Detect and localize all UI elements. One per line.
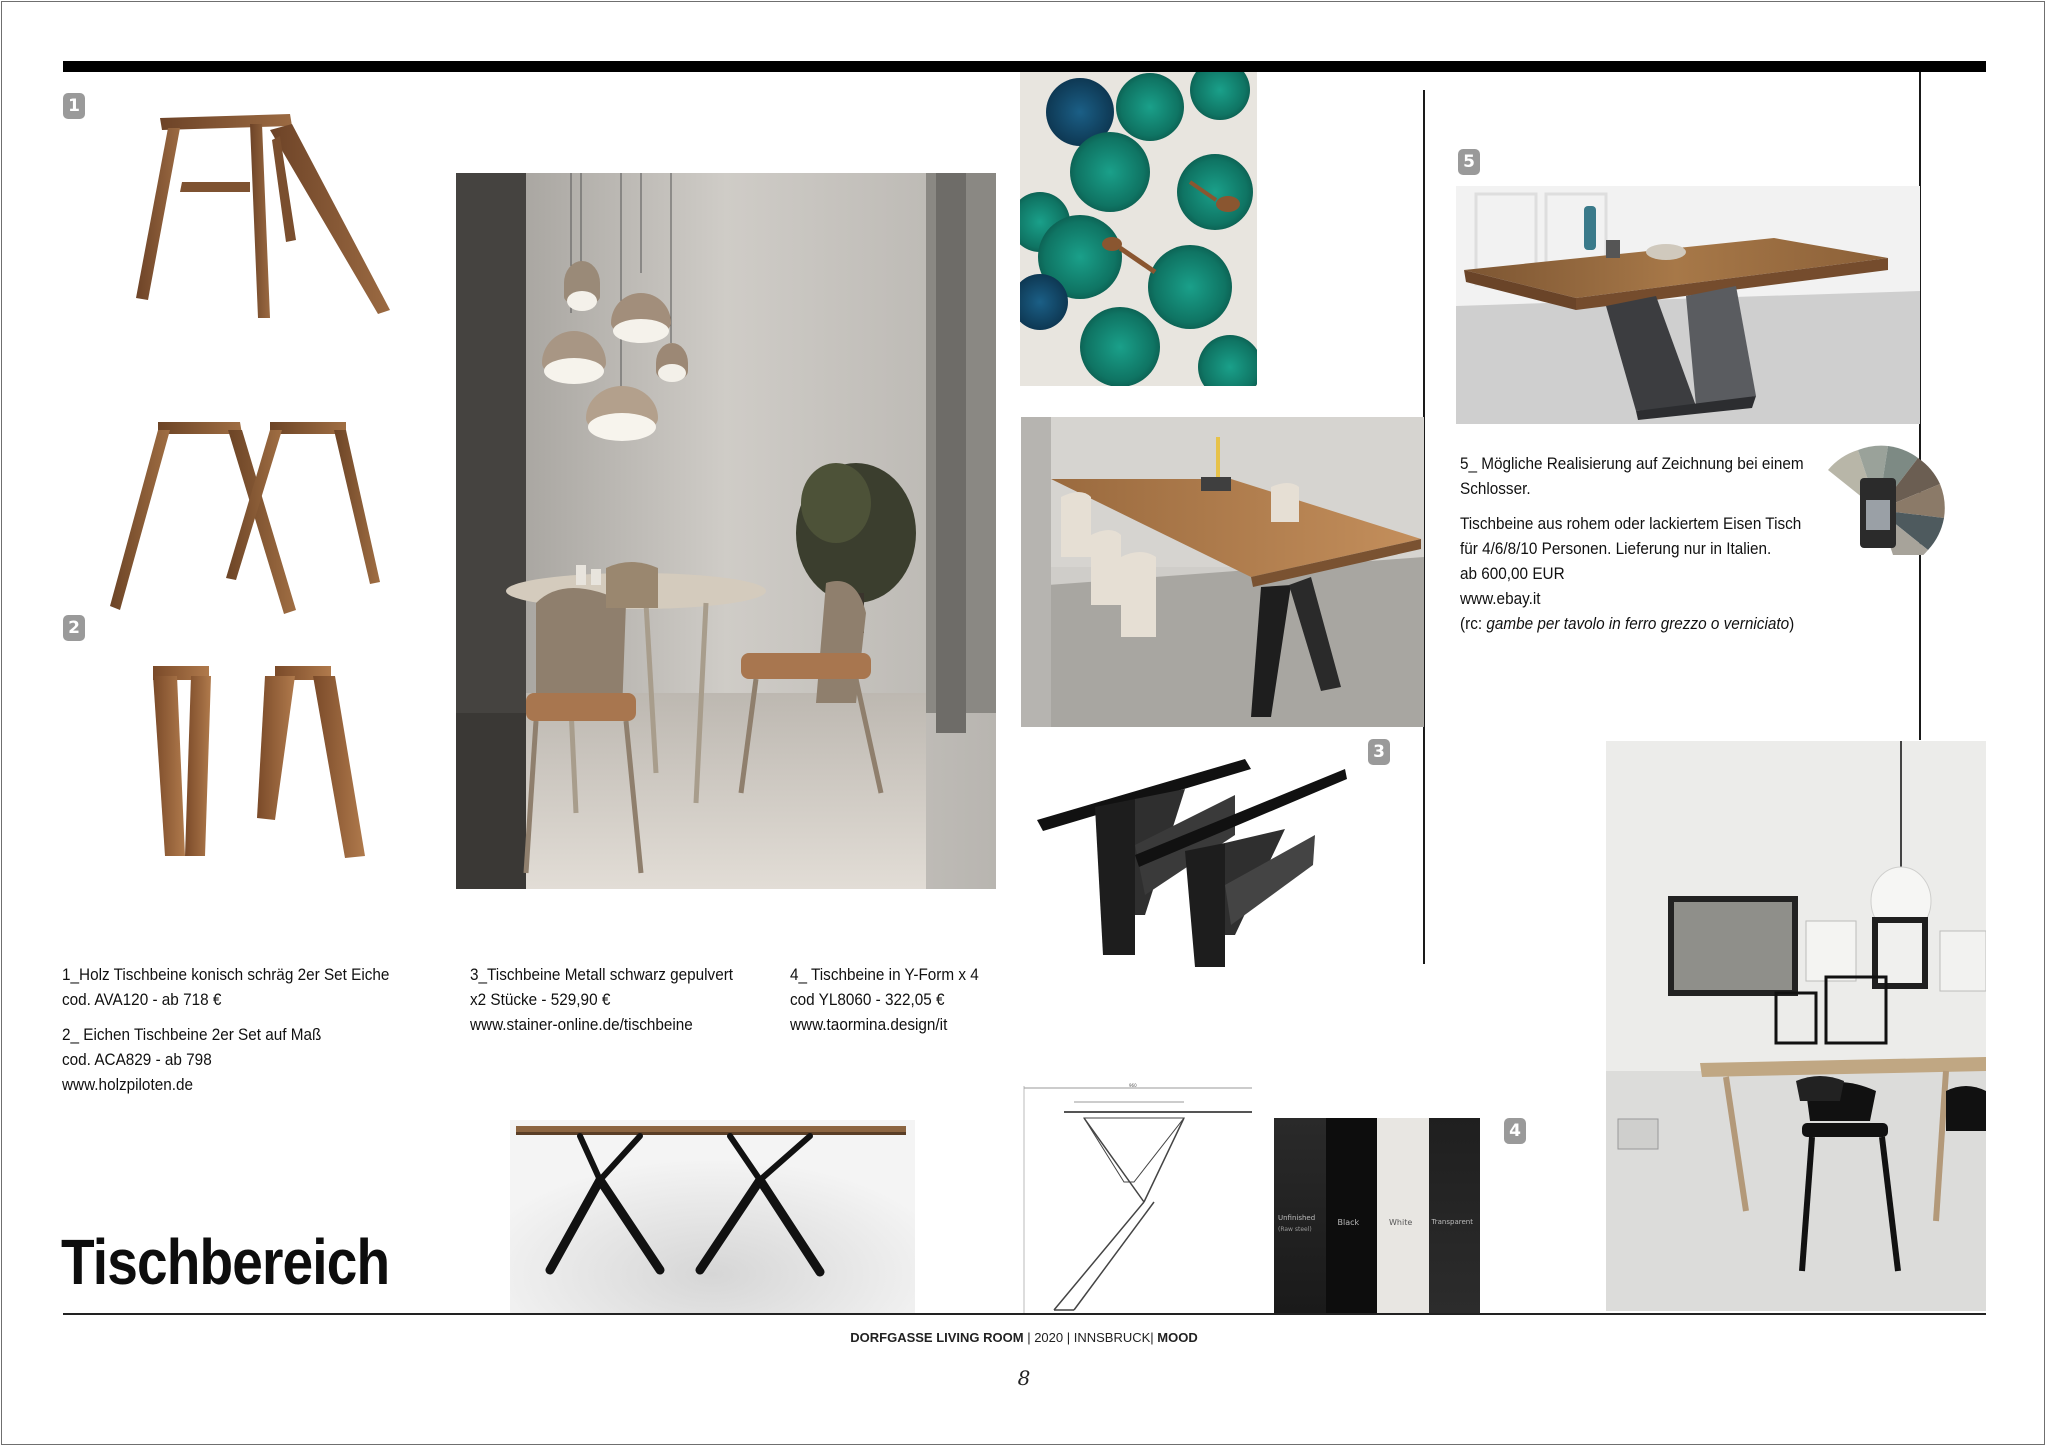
- caption-line: 5_ Mögliche Realisierung auf Zeichnung bei einem: [1460, 454, 1804, 473]
- badge-4: 4: [1504, 1118, 1526, 1144]
- swatch-unfinished: [1274, 1118, 1326, 1313]
- caption-line: ab 600,00 EUR: [1460, 564, 1565, 583]
- dining-room-photo: [456, 173, 996, 889]
- footer-text: |: [1150, 1330, 1158, 1345]
- caption-line: Tischbeine aus rohem oder lackiertem Eisen Tisch: [1460, 514, 1802, 533]
- caption-text: (rc:: [1460, 614, 1487, 633]
- wooden-block-legs-image: [135, 660, 375, 870]
- footer-mood: MOOD: [1157, 1330, 1198, 1345]
- wooden-trestle-legs-image: [110, 410, 400, 620]
- teal-plates-photo: [1020, 72, 1257, 386]
- footer-text: | 2020 |: [1023, 1330, 1074, 1345]
- footer-city: INNSBRUCK: [1073, 1330, 1151, 1345]
- caption-link[interactable]: www.taormina.design/it: [790, 1015, 948, 1034]
- swatch-label: (Raw steel): [1278, 1226, 1312, 1233]
- caption-line: 4_ Tischbeine in Y-Form x 4: [790, 965, 979, 984]
- swatch-black: [1326, 1118, 1378, 1313]
- footer: [0, 1330, 2048, 1345]
- badge-5: 5: [1458, 149, 1480, 175]
- caption-line: [1460, 611, 1804, 636]
- swatch-label: Unfinished: [1278, 1214, 1316, 1222]
- y-leg-technical-drawing: [1014, 1082, 1254, 1313]
- steel-base-table-photo: [1456, 186, 1920, 424]
- caption-5: [1460, 451, 1804, 636]
- swatch-label: Black: [1337, 1218, 1360, 1227]
- page-title: Tischbereich: [61, 1226, 390, 1298]
- y-form-table-photo: [510, 1120, 915, 1313]
- footer-brand: DORFGASSE LIVING ROOM: [850, 1330, 1024, 1345]
- caption-link[interactable]: www.holzpiloten.de: [62, 1075, 193, 1094]
- caption-line: Schlosser.: [1460, 479, 1531, 498]
- caption-1-2: [62, 962, 389, 1097]
- caption-line: x2 Stücke - 529,90 €: [470, 990, 611, 1009]
- caption-3: [470, 962, 733, 1037]
- caption-4: [790, 962, 979, 1037]
- caption-text: ): [1789, 614, 1795, 633]
- caption-line: 2_ Eichen Tischbeine 2er Set auf Maß: [62, 1025, 322, 1044]
- caption-link[interactable]: www.stainer-online.de/tischbeine: [470, 1015, 693, 1034]
- badge-1: 1: [63, 93, 85, 119]
- top-rule: [63, 61, 1986, 72]
- caption-line: cod. ACA829 - ab 798: [62, 1050, 212, 1069]
- caption-line: cod. AVA120 - ab 718 €: [62, 990, 222, 1009]
- wooden-legs-angled-image: [120, 100, 420, 330]
- caption-italic: gambe per tavolo in ferro grezzo o verniciato: [1486, 614, 1790, 633]
- swatch-white: [1377, 1118, 1429, 1313]
- scandinavian-dining-photo: [1606, 741, 1986, 1311]
- black-metal-legs-image: [1035, 755, 1355, 975]
- badge-3: 3: [1368, 739, 1390, 765]
- page-number: 8: [1017, 1366, 1031, 1390]
- finish-swatches: [1274, 1118, 1480, 1313]
- caption-line: cod YL8060 - 322,05 €: [790, 990, 945, 1009]
- swatch-transparent: [1429, 1118, 1481, 1313]
- badge-2: 2: [63, 615, 85, 641]
- swatch-label: Transparent: [1431, 1218, 1473, 1226]
- caption-link[interactable]: www.ebay.it: [1460, 589, 1541, 608]
- caption-line: 3_Tischbeine Metall schwarz gepulvert: [470, 965, 734, 984]
- bottom-rule: [63, 1313, 1986, 1315]
- wood-table-photo: [1021, 417, 1424, 727]
- caption-line: für 4/6/8/10 Personen. Lieferung nur in Italien.: [1460, 539, 1772, 558]
- color-fan-swatch-image: [1828, 400, 1968, 555]
- svg-text:960: 960: [1129, 1083, 1137, 1088]
- swatch-label: White: [1389, 1218, 1413, 1227]
- caption-line: 1_Holz Tischbeine konisch schräg 2er Set Eiche: [62, 965, 390, 984]
